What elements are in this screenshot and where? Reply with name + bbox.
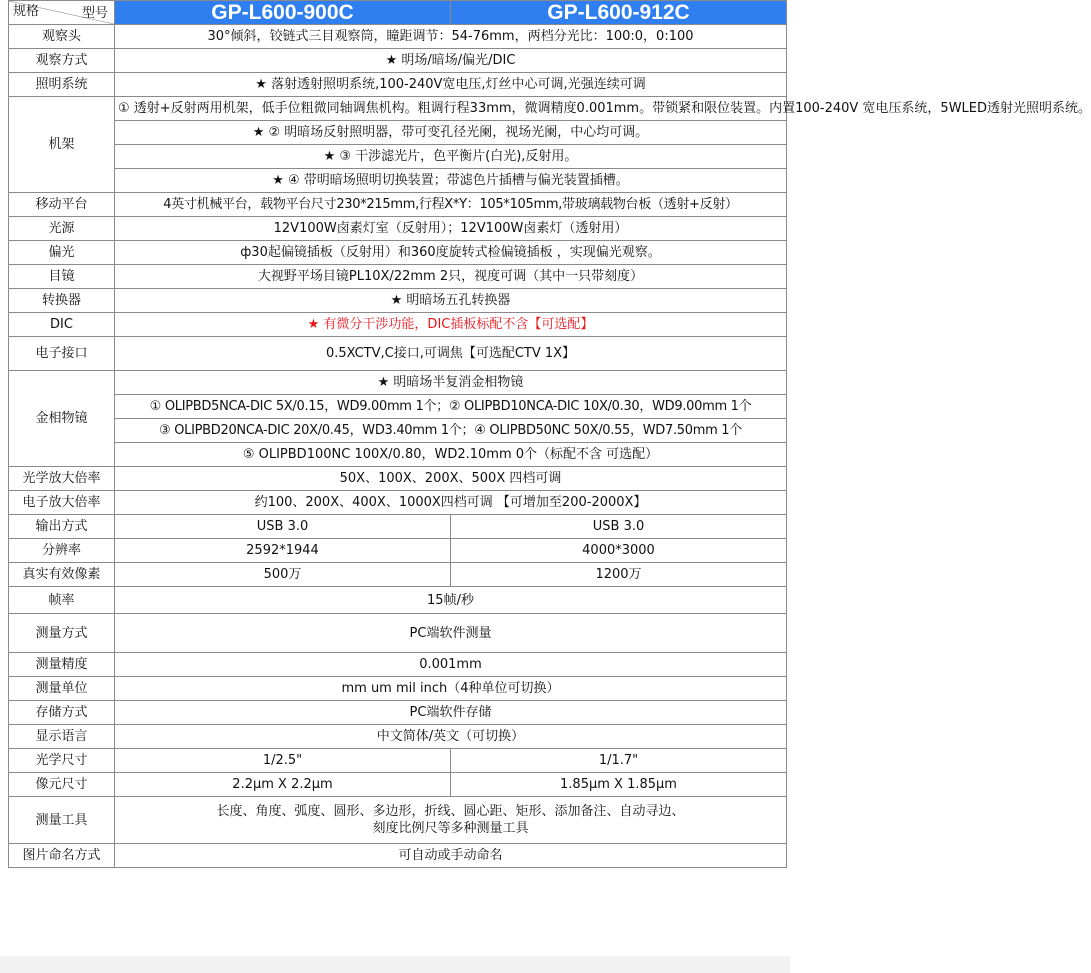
row-label: 电子接口 bbox=[9, 337, 115, 371]
objectives-line-1: ① OLIPBD5NCA-DIC 5X/0.15，WD9.00mm 1个；② OLIPBD10NCA-DIC 10X/0.30，WD9.00mm 1个 bbox=[115, 395, 787, 419]
row-label: 转换器 bbox=[9, 289, 115, 313]
spec-row-measure-method bbox=[9, 614, 787, 653]
spec-row-objectives-4 bbox=[9, 443, 787, 467]
row-value: ★ 明场/暗场/偏光/DIC bbox=[115, 49, 787, 73]
spec-row-optical-size bbox=[9, 749, 787, 773]
frame-line-1: ① 透射+反射两用机架，低手位粗微同轴调焦机构。粗调行程33mm，微调精度0.001mm。带锁紧和限位装置。内置100-240V 宽电压系统，5WLED透射光照明系统。 bbox=[115, 97, 787, 121]
row-label: 测量单位 bbox=[9, 677, 115, 701]
objectives-line-2: ③ OLIPBD20NCA-DIC 20X/0.45，WD3.40mm 1个；④ OLIPBD50NC 50X/0.55，WD7.50mm 1个 bbox=[115, 419, 787, 443]
frame-line-4: ★ ④ 带明暗场照明切换装置；带滤色片插槽与偏光装置插槽。 bbox=[115, 169, 787, 193]
row-value: 0.5XCTV,C接口,可调焦【可选配CTV 1X】 bbox=[115, 337, 787, 371]
row-value: 可自动或手动命名 bbox=[115, 844, 787, 868]
objectives-line-3: ⑤ OLIPBD100NC 100X/0.80，WD2.10mm 0个（标配不含 可选配） bbox=[115, 443, 787, 467]
spec-row-light-source bbox=[9, 217, 787, 241]
row-label: 光学尺寸 bbox=[9, 749, 115, 773]
measure-tools-line-2: 刻度比例尺等多种测量工具 bbox=[372, 821, 529, 836]
spec-row-output bbox=[9, 515, 787, 539]
row-value-a: 1/2.5" bbox=[115, 749, 451, 773]
row-label: 观察方式 bbox=[9, 49, 115, 73]
measure-tools-line-1: 长度、角度、弧度、圆形、多边形，折线、圆心距、矩形、添加备注、自动寻边、 bbox=[216, 804, 685, 819]
spec-row-objectives-2 bbox=[9, 395, 787, 419]
row-value: 50X、100X、200X、500X 四档可调 bbox=[115, 467, 787, 491]
spec-row-observe-mode bbox=[9, 49, 787, 73]
row-label: 电子放大倍率 bbox=[9, 491, 115, 515]
row-label: 像元尺寸 bbox=[9, 773, 115, 797]
spec-row-dic bbox=[9, 313, 787, 337]
row-label: 观察头 bbox=[9, 25, 115, 49]
row-value: 15帧/秒 bbox=[115, 587, 787, 614]
row-label: 帧率 bbox=[9, 587, 115, 614]
row-label: 输出方式 bbox=[9, 515, 115, 539]
row-value: 约100、200X、400X、1000X四档可调 【可增加至200-2000X】 bbox=[115, 491, 787, 515]
row-label: 测量工具 bbox=[9, 797, 115, 844]
row-value: PC端软件测量 bbox=[115, 614, 787, 653]
model-b-header: GP-L600-912C bbox=[451, 1, 787, 25]
spec-row-language bbox=[9, 725, 787, 749]
spec-row-measure-unit bbox=[9, 677, 787, 701]
spec-row-stage bbox=[9, 193, 787, 217]
row-label: 偏光 bbox=[9, 241, 115, 265]
row-value: 大视野平场目镜PL10X/22mm 2只，视度可调（其中一只带刻度） bbox=[115, 265, 787, 289]
model-header-label: 型号 bbox=[81, 6, 108, 21]
row-value: ★ 明暗场五孔转换器 bbox=[115, 289, 787, 313]
spec-row-pixels bbox=[9, 563, 787, 587]
row-value: 中文简体/英文（可切换） bbox=[115, 725, 787, 749]
row-value: ф30起偏镜插板（反射用）和360度旋转式检偏镜插板 ，实现偏光观察。 bbox=[115, 241, 787, 265]
spec-row-objectives-3 bbox=[9, 419, 787, 443]
row-label: 目镜 bbox=[9, 265, 115, 289]
row-label: 测量精度 bbox=[9, 653, 115, 677]
spec-row-nosepiece bbox=[9, 289, 787, 313]
spec-row-pixel-size bbox=[9, 773, 787, 797]
row-value bbox=[115, 797, 787, 844]
row-label: 测量方式 bbox=[9, 614, 115, 653]
row-value: 12V100W卤素灯室（反射用）；12V100W卤素灯（透射用） bbox=[115, 217, 787, 241]
spec-row-frame bbox=[9, 97, 787, 121]
spec-header-label: 规格 bbox=[13, 4, 40, 19]
spec-row-frame-2 bbox=[9, 121, 787, 145]
row-value-b: 4000*3000 bbox=[451, 539, 787, 563]
objectives-title: ★ 明暗场半复消金相物镜 bbox=[115, 371, 787, 395]
spec-row-eyepiece bbox=[9, 265, 787, 289]
spec-row-frame-rate bbox=[9, 587, 787, 614]
row-label: 光源 bbox=[9, 217, 115, 241]
row-value: ★ 落射透射照明系统,100-240V宽电压,灯丝中心可调,光强连续可调 bbox=[115, 73, 787, 97]
model-a-header: GP-L600-900C bbox=[115, 1, 451, 25]
row-label: 存储方式 bbox=[9, 701, 115, 725]
row-value: 0.001mm bbox=[115, 653, 787, 677]
spec-row-resolution bbox=[9, 539, 787, 563]
spec-row-polarizer bbox=[9, 241, 787, 265]
row-label: 金相物镜 bbox=[9, 371, 115, 467]
row-value: mm um mil inch（4种单位可切换） bbox=[115, 677, 787, 701]
row-value-a: 2.2μm X 2.2μm bbox=[115, 773, 451, 797]
row-value: 4英寸机械平台，载物平台尺寸230*215mm,行程X*Y：105*105mm,带玻璃载物台板（透射+反射） bbox=[115, 193, 787, 217]
spec-row-naming bbox=[9, 844, 787, 868]
spec-row-measure-precision bbox=[9, 653, 787, 677]
row-value-b: 1.85μm X 1.85μm bbox=[451, 773, 787, 797]
row-label: 照明系统 bbox=[9, 73, 115, 97]
row-label: 真实有效像素 bbox=[9, 563, 115, 587]
row-value: ★ 有微分干涉功能，DIC插板标配不含【可选配】 bbox=[115, 313, 787, 337]
row-label: 分辨率 bbox=[9, 539, 115, 563]
page-footer-strip bbox=[0, 956, 790, 973]
spec-row-frame-3 bbox=[9, 145, 787, 169]
row-value-a: 500万 bbox=[115, 563, 451, 587]
frame-line-3: ★ ③ 干涉滤光片，色平衡片(白光),反射用。 bbox=[115, 145, 787, 169]
row-label: 机架 bbox=[9, 97, 115, 193]
row-value-a: 2592*1944 bbox=[115, 539, 451, 563]
spec-row-measure-tools bbox=[9, 797, 787, 844]
spec-row-eyepiece-head bbox=[9, 25, 787, 49]
row-label: 移动平台 bbox=[9, 193, 115, 217]
row-value: PC端软件存储 bbox=[115, 701, 787, 725]
header-corner-cell bbox=[9, 1, 115, 25]
row-value-b: USB 3.0 bbox=[451, 515, 787, 539]
spec-row-frame-4 bbox=[9, 169, 787, 193]
spec-row-electronic-port bbox=[9, 337, 787, 371]
frame-line-2: ★ ② 明暗场反射照明器，带可变孔径光阑，视场光阑，中心均可调。 bbox=[115, 121, 787, 145]
spec-row-storage bbox=[9, 701, 787, 725]
row-label: 图片命名方式 bbox=[9, 844, 115, 868]
spec-row-electronic-mag bbox=[9, 491, 787, 515]
row-value-b: 1/1.7" bbox=[451, 749, 787, 773]
row-value-a: USB 3.0 bbox=[115, 515, 451, 539]
spec-row-optical-mag bbox=[9, 467, 787, 491]
spec-row-objectives bbox=[9, 371, 787, 395]
header-row bbox=[9, 1, 787, 25]
row-value: 30°倾斜，铰链式三目观察筒，瞳距调节：54-76mm，两档分光比：100:0，0:100 bbox=[115, 25, 787, 49]
row-label: 光学放大倍率 bbox=[9, 467, 115, 491]
row-label: 显示语言 bbox=[9, 725, 115, 749]
spec-row-illumination bbox=[9, 73, 787, 97]
row-label: DIC bbox=[9, 313, 115, 337]
row-value-b: 1200万 bbox=[451, 563, 787, 587]
spec-table bbox=[8, 0, 1091, 868]
